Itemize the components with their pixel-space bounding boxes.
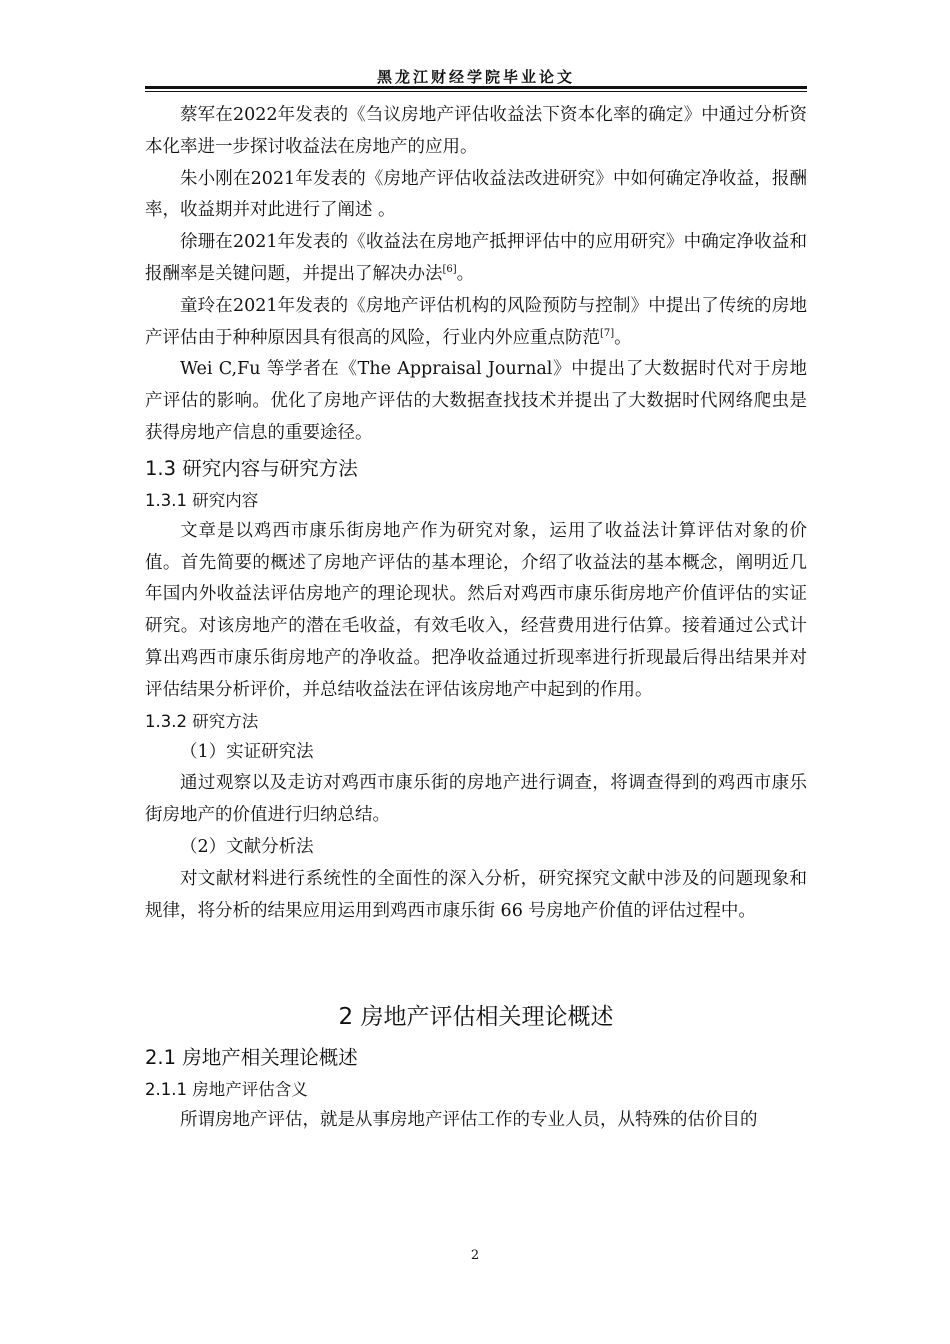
section-heading-2-1-1: 2.1.1 房地产评估含义 <box>145 1080 308 1100</box>
paragraph-end: 。 <box>456 263 475 284</box>
list-item-literature-method: （2）文献分析法 <box>180 836 314 857</box>
section-heading-1-3: 1.3 研究内容与研究方法 <box>145 456 358 480</box>
paragraph-research-content: 文章是以鸡西市康乐街房地产作为研究对象，运用了收益法计算评估对象的价值。首先简要的概述了房地产评估的基本理论，介绍了收益法的基本概念，阐明近几年国内外收益法评估房地产的理论现状。然后对鸡西市康乐街房地产价值评估的实证研究。对该房地产的潜在毛收益，有效毛收入，经营费用进行估算。接着通过公式计算出鸡西市康乐街房地产的净收益。把净收益通过折现率进行折现最后得出结果并对评估结果分析评价，并总结收益法在评估该房地产中起到的作用。 <box>145 520 807 700</box>
page-number: 2 <box>470 1248 480 1263</box>
list-item-empirical-method: （1）实证研究法 <box>180 741 314 762</box>
section-heading-1-3-1: 1.3.1 研究内容 <box>145 490 259 510</box>
paragraph-empirical-method: 通过观察以及走访对鸡西市康乐街的房地产进行调查，将调查得到的鸡西市康乐街房地产的价值进行归纳总结。 <box>145 773 807 826</box>
paragraph-xu-shan <box>145 227 807 291</box>
paragraph-text: 童玲在2021年发表的《房地产评估机构的风险预防与控制》中提出了传统的房地产评估由于种种原因具有很高的风险，行业内外应重点防范 <box>145 295 807 348</box>
paragraph-literature-method: 对文献材料进行系统性的全面性的深入分析，研究探究文献中涉及的问题现象和规律，将分析的结果应用运用到鸡西市康乐街 66 号房地产价值的评估过程中。 <box>145 868 807 921</box>
header-rule-thin <box>145 91 807 92</box>
paragraph-end: 。 <box>614 327 632 348</box>
header-rule-thick <box>145 86 807 89</box>
section-heading-2-1: 2.1 房地产相关理论概述 <box>145 1046 358 1070</box>
citation-ref: [7] <box>600 327 615 339</box>
paragraph-wei-fu: Wei C,Fu 等学者在《The Appraisal Journal》中提出了大数据时代对于房地产评估的影响。优化了房地产评估的大数据查找技术并提出了大数据时代网络爬虫是获得房地产信息的重要途径。 <box>145 359 807 443</box>
section-heading-1-3-2: 1.3.2 研究方法 <box>145 711 259 731</box>
paragraph-zhu-xiaogang: 朱小刚在2021年发表的《房地产评估收益法改进研究》中如何确定净收益，报酬率，收益期并对此进行了阐述 。 <box>145 168 807 221</box>
paragraph-text: 徐珊在2021年发表的《收益法在房地产抵押评估中的应用研究》中确定净收益和报酬率是关键问题，并提出了解决办法 <box>145 232 807 284</box>
paragraph-appraisal-definition: 所谓房地产评估，就是从事房地产评估工作的专业人员，从特殊的估价目的 <box>180 1110 758 1131</box>
chapter-heading-2: 2 房地产评估相关理论概述 <box>338 1004 614 1031</box>
page-content <box>145 100 807 1137</box>
paragraph-cai-jun: 蔡军在2022年发表的《刍议房地产评估收益法下资本化率的确定》中通过分析资本化率进一步探讨收益法在房地产的应用。 <box>145 105 807 157</box>
page-header-title: 黑龙江财经学院毕业论文 <box>376 68 575 86</box>
citation-ref: [6] <box>442 264 457 276</box>
paragraph-tong-ling <box>145 291 807 355</box>
